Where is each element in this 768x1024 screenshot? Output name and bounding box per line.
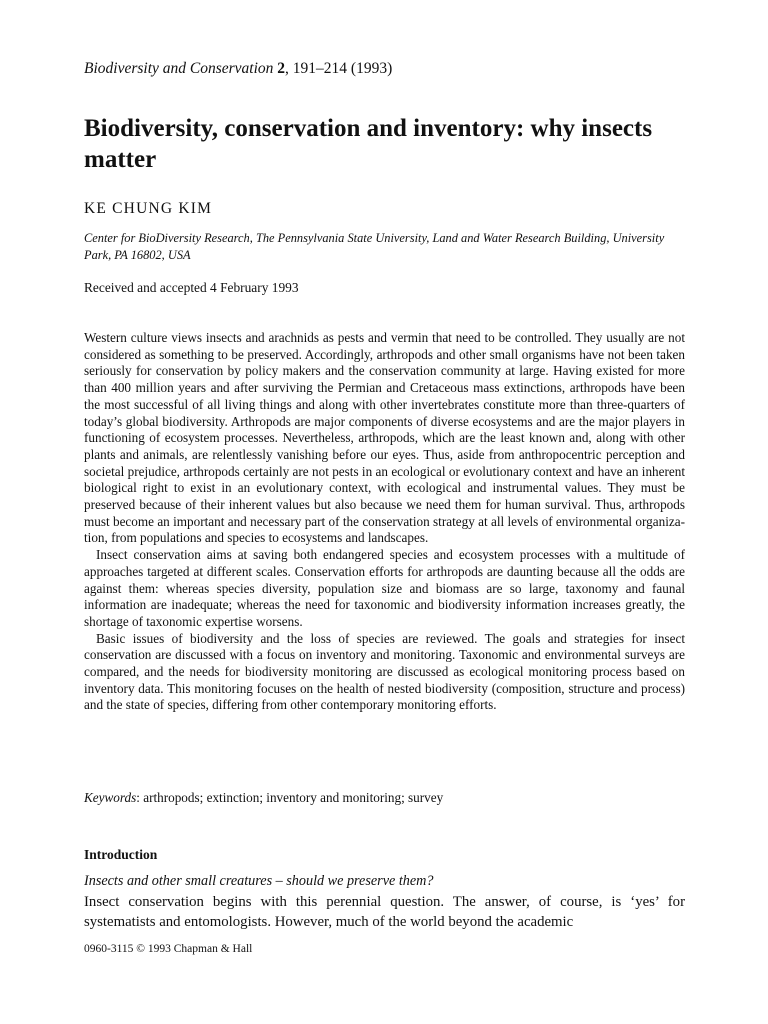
article-title: Biodiversity, conservation and inventory: why insects matter — [84, 115, 653, 173]
journal-name: Biodiversity and Conservation — [84, 60, 274, 77]
journal-volume: 2 — [277, 60, 286, 77]
abstract-paragraph: Insect conservation aims at saving both endangered species and ecosystem processes with a multitude of approaches targeted at different scales. Conservation efforts for arthropods are daunting because all the odds are against them: whereas species diversity, population size and biomass are so large, taxonomy and faunal information are inadequate; whereas the need for taxonomic and biodiversity information increases greatly, the shortage of taxonomic expertise worsens. — [84, 547, 685, 629]
abstract — [84, 330, 685, 714]
journal-pages: , 191–214 (1993) — [285, 60, 393, 77]
subsection-heading: Insects and other small creatures – should we preserve them? — [84, 873, 434, 889]
section-heading: Introduction — [84, 847, 158, 862]
author-name: KE CHUNG KIM — [84, 200, 213, 217]
abstract-paragraph: Western culture views insects and arachnids as pests and vermin that need to be controlled. They usually are not considered as something to be preserved. Accordingly, arthropods and other small organisms have not been taken seriously for conservation by policy makers and the conservation community at large. Having existed for more than 400 million years and after surviving the Permian and Cretaceous mass extinctions, arthropods have been the most successful of all living things and along with other invertebrates constitute more than three-quarters of today’s global biodiversity. Arthropods are major components of diverse ecosystems and are the major players in functioning of ecosystem processes. Nevertheless, arthropods, which are the least known and, along with other plants and animals, are relentlessly vanishing before our eyes. Thus, aside from anthropocentric perception and societal prejudice, arthropods certainly are not pests in an ecological or evolutionary context and have an inherent biological right to exist in an evolutionary context, with ecological and instrumental values. They must be preserved because of their inherent values but also because we need them for human survival. Thus, arthropods must become an important and necessary part of the conservation strategy at all levels of environmental organization, from populations and species to ecosystems and landscapes. — [84, 330, 685, 546]
copyright-footer: 0960-3115 © 1993 Chapman & Hall — [84, 943, 253, 955]
keywords-label: Keywords — [84, 790, 137, 805]
abstract-paragraph: Basic issues of biodiversity and the loss of species are reviewed. The goals and strategies for insect conservation are discussed with a focus on inventory and monitoring. Taxonomic and environmental surveys are compared, and the needs for biodiversity monitoring are discussed as ecological monitoring process based on inventory data. This monitoring focuses on the health of nested biodiversity (composition, structure and process) and the state of species, differing from other contemporary monitoring efforts. — [84, 630, 685, 713]
keywords — [84, 789, 443, 806]
received-date: Received and accepted 4 February 1993 — [84, 280, 299, 295]
author-affiliation: Center for BioDiversity Research, The Pennsylvania State University, Land and Water Research Building, University Park, PA 16802, USA — [84, 231, 665, 262]
journal-citation — [84, 59, 704, 79]
keywords-list: : arthropods; extinction; inventory and monitoring; survey — [136, 790, 444, 805]
introduction-text: Insect conservation begins with this perennial question. The answer, of course, is ‘yes’ for systematists and entomologists. However, much of the world beyond the academic — [84, 894, 685, 930]
